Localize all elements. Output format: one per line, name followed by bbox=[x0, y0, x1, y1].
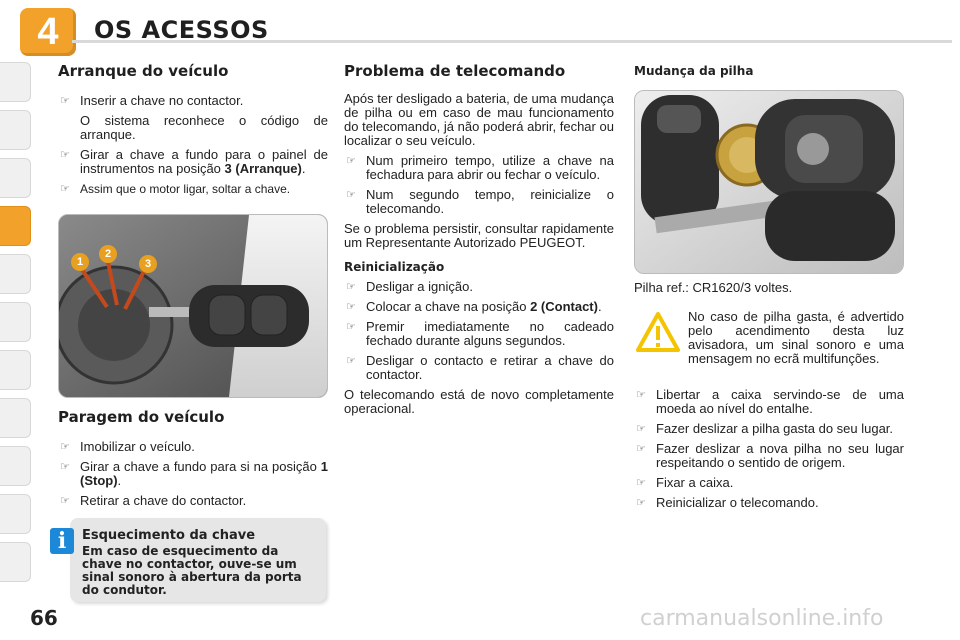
list-item: ☞ Assim que o motor ligar, soltar a chave. bbox=[60, 182, 291, 196]
start-list bbox=[58, 94, 328, 108]
battery-list bbox=[634, 388, 904, 516]
chapter-tab-2[interactable] bbox=[0, 110, 31, 150]
section-title-stop: Paragem do veículo bbox=[58, 408, 225, 426]
list-item: ☞ Premir imediatamente no cadeado fechado durante alguns segundos. bbox=[346, 319, 614, 348]
chapter-title: OS ACESSOS bbox=[94, 16, 269, 44]
remote-persist: Se o problema persistir, consultar rapidamente um Representante Autorizado PEUGEOT. bbox=[344, 221, 614, 250]
battery-change-image bbox=[634, 90, 904, 274]
list-item: ☞ Retirar a chave do contactor. bbox=[60, 493, 247, 508]
list-item: ☞ Girar a chave a fundo para si na posição 1 (Stop). bbox=[60, 459, 328, 488]
start-note: O sistema reconhece o código de arranque. bbox=[80, 113, 328, 142]
section-title-remote: Problema de telecomando bbox=[344, 62, 566, 80]
chapter-tab-11[interactable] bbox=[0, 542, 31, 582]
list-item: ☞ Fazer deslizar a pilha gasta do seu lugar. bbox=[636, 421, 894, 436]
battery-warning-text: No caso de pilha gasta, é advertido pelo acendimento desta luz avisadora, um sinal sonoro e uma mensagem no ecrã multifunções. bbox=[688, 309, 904, 366]
callout-3: 3 bbox=[139, 255, 157, 273]
remote-final: O telecomando está de novo completamente operacional. bbox=[344, 387, 614, 416]
reinit-title: Reinicialização bbox=[344, 260, 445, 274]
chapter-tab-8[interactable] bbox=[0, 398, 31, 438]
remote-list bbox=[344, 154, 614, 216]
list-item: ☞ Inserir a chave no contactor. bbox=[60, 93, 244, 108]
list-item: ☞ Desligar a ignição. bbox=[346, 279, 473, 294]
list-item: ☞ Num segundo tempo, reinicialize o telecomando. bbox=[346, 187, 614, 216]
stop-list bbox=[58, 440, 328, 508]
ignition-key-image bbox=[58, 214, 328, 398]
section-title-battery: Mudança da pilha bbox=[634, 64, 754, 78]
chapter-tab-4[interactable] bbox=[0, 206, 31, 246]
column-2 bbox=[344, 62, 614, 416]
list-item: ☞ Desligar o contacto e retirar a chave do contactor. bbox=[346, 353, 614, 382]
stop-section bbox=[58, 408, 328, 514]
remote-intro: Após ter desligado a bateria, de uma mudança de pilha ou em caso de mau funcionamento do telecomando, já não poderá abrir, fechar ou localizar o seu veículo. bbox=[344, 91, 614, 148]
list-item: ☞ Girar a chave a fundo para o painel de instrumentos na posição 3 (Arranque). bbox=[60, 147, 328, 176]
info-box-title: Esquecimento da chave bbox=[82, 528, 256, 543]
reinit-list bbox=[344, 280, 614, 382]
warning-triangle-icon bbox=[636, 312, 680, 352]
start-list-2 bbox=[58, 148, 328, 196]
callout-1: 1 bbox=[71, 253, 89, 271]
battery-ref: Pilha ref.: CR1620/3 voltes. bbox=[634, 280, 793, 295]
chapter-number-badge: 4 bbox=[20, 8, 76, 56]
list-item: ☞ Imobilizar o veículo. bbox=[60, 439, 195, 454]
chapter-tab-1[interactable] bbox=[0, 62, 31, 102]
list-item: ☞ Fixar a caixa. bbox=[636, 475, 734, 490]
info-icon: i bbox=[50, 528, 74, 554]
chapter-tab-7[interactable] bbox=[0, 350, 31, 390]
chapter-tab-3[interactable] bbox=[0, 158, 31, 198]
list-item: ☞ Reinicializar o telecomando. bbox=[636, 495, 819, 510]
chapter-tab-10[interactable] bbox=[0, 494, 31, 534]
list-item: ☞ Fazer deslizar a nova pilha no seu lugar respeitando o sentido de origem. bbox=[636, 441, 904, 470]
page-number: 66 bbox=[30, 606, 58, 630]
list-item: ☞ Colocar a chave na posição 2 (Contact). bbox=[346, 299, 602, 314]
list-item: ☞ Libertar a caixa servindo-se de uma moeda ao nível do entalhe. bbox=[636, 387, 904, 416]
list-item: ☞ Num primeiro tempo, utilize a chave na fechadura para abrir ou fechar o veículo. bbox=[346, 153, 614, 182]
watermark: carmanualsonline.info bbox=[640, 606, 884, 631]
section-title-start: Arranque do veículo bbox=[58, 62, 229, 80]
chapter-tabs bbox=[0, 62, 40, 582]
info-box-text: Em caso de esquecimento da chave no contactor, ouve-se um sinal sonoro à abertura da porta do condutor. bbox=[82, 544, 302, 597]
chapter-tab-6[interactable] bbox=[0, 302, 31, 342]
column-1 bbox=[58, 62, 328, 202]
chapter-tab-5[interactable] bbox=[0, 254, 31, 294]
callout-2: 2 bbox=[99, 245, 117, 263]
chapter-tab-9[interactable] bbox=[0, 446, 31, 486]
